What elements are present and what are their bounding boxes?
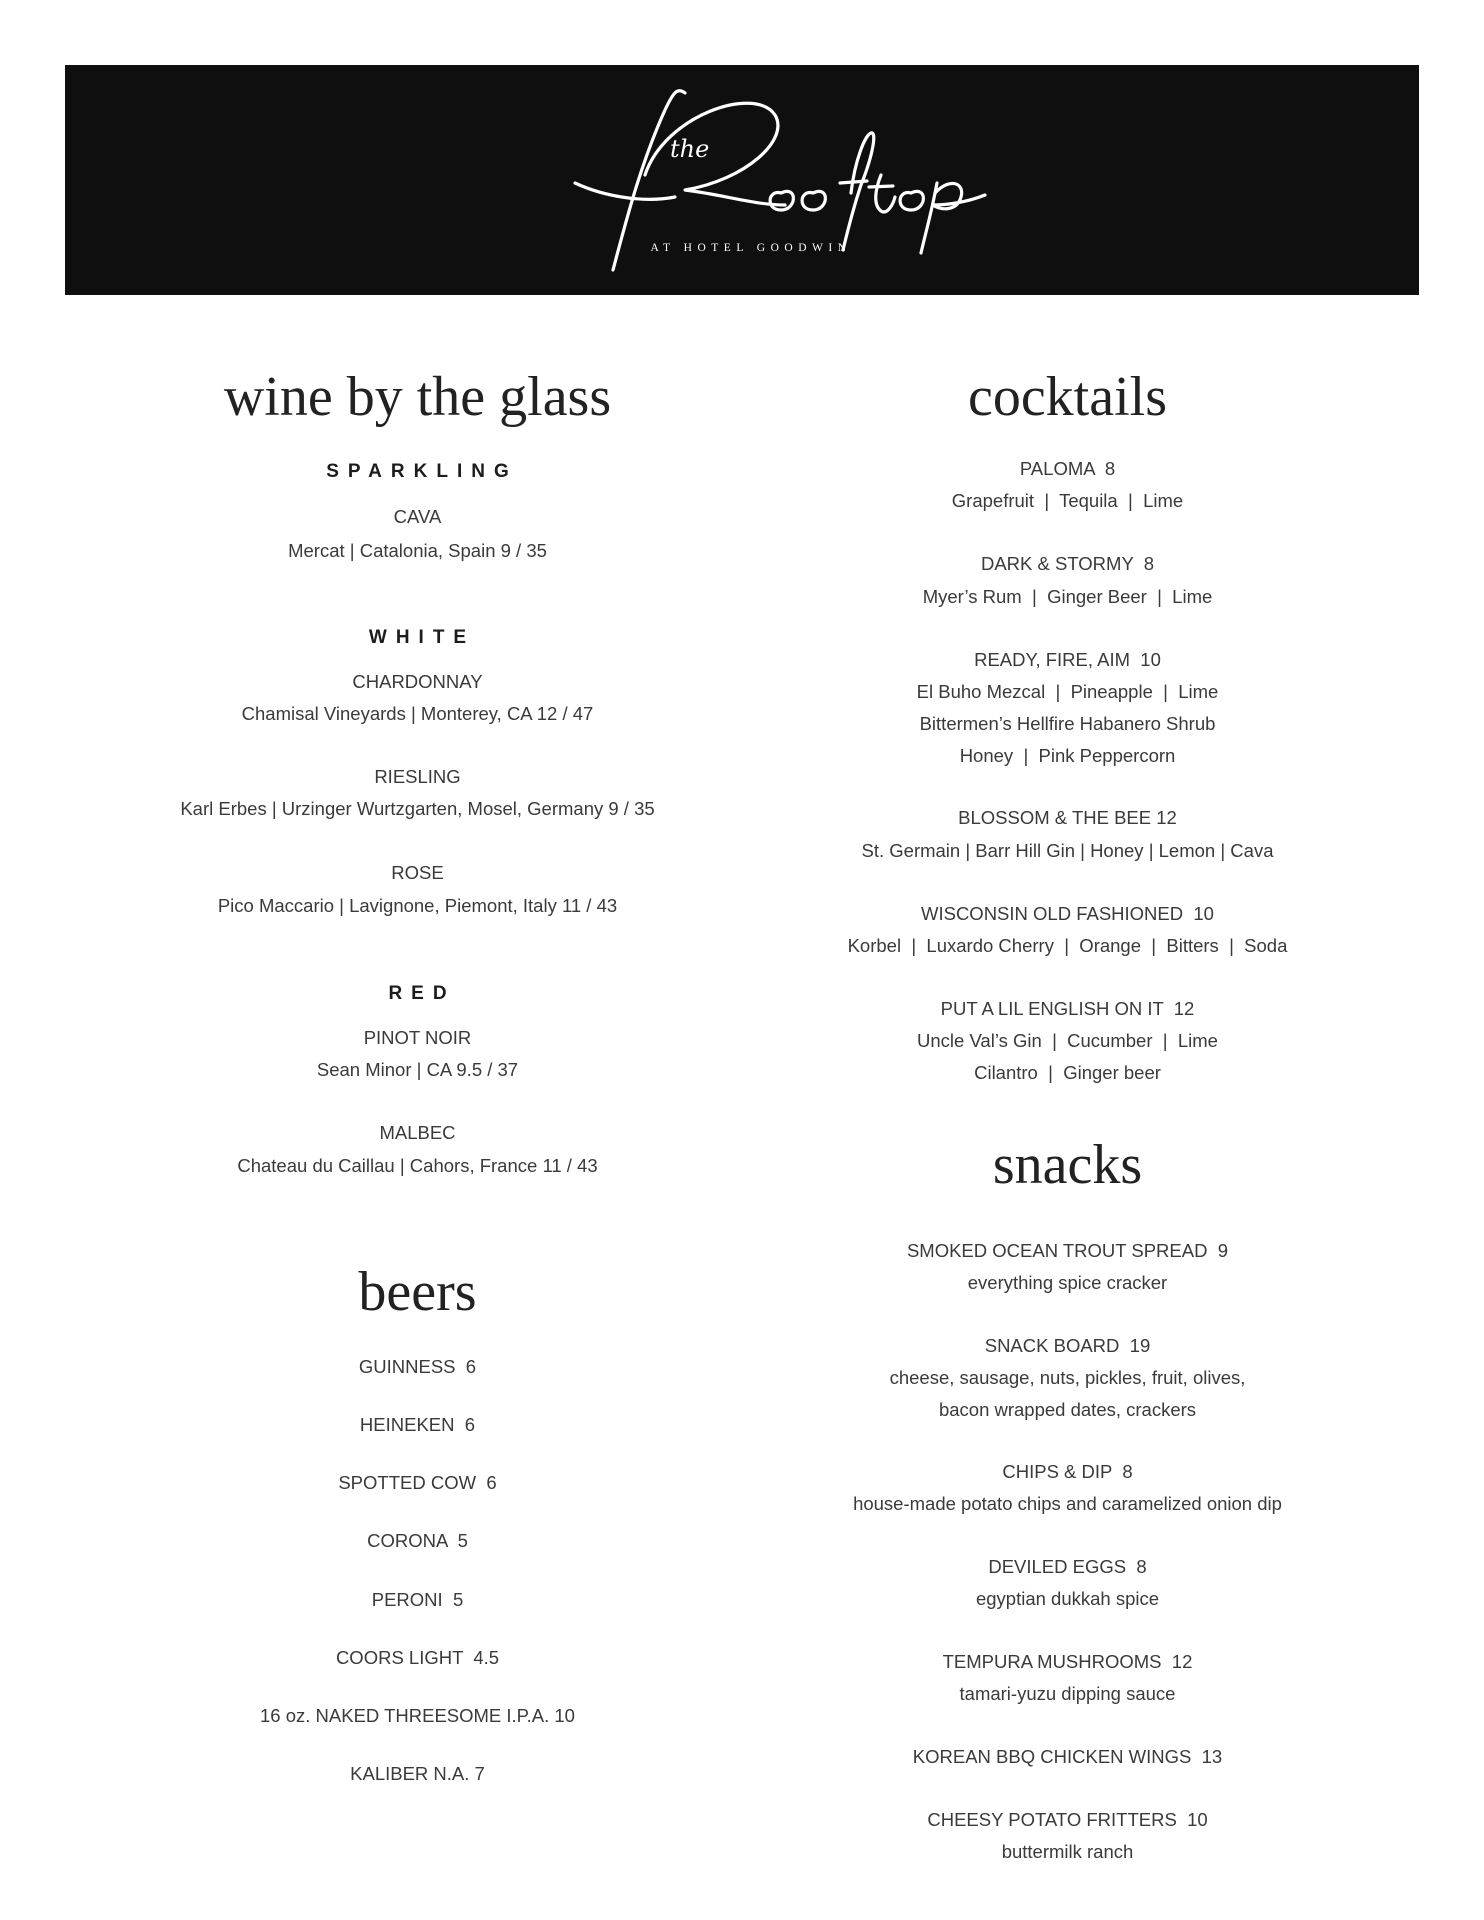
snack-item-detail: house-made potato chips and caramelized onion dip	[853, 1493, 1282, 1514]
wine-item-detail: Chateau du Caillau | Cahors, France 11 / 43	[237, 1155, 598, 1176]
beers-heading: beers	[358, 1261, 477, 1323]
wine-item-name: CAVA	[393, 506, 442, 527]
snack-item-name: TEMPURA MUSHROOMS 12	[942, 1651, 1193, 1672]
beer-item: 16 oz. NAKED THREESOME I.P.A. 10	[260, 1705, 575, 1726]
wine-item-detail: Sean Minor | CA 9.5 / 37	[316, 1059, 519, 1080]
rooftop-logo	[65, 65, 1419, 295]
snack-item-name: KOREAN BBQ CHICKEN WINGS 13	[912, 1746, 1223, 1767]
wine-item-detail: Chamisal Vineyards | Monterey, CA 12 / 47	[241, 703, 594, 724]
wine-item-name: ROSE	[391, 862, 444, 883]
beer-item: CORONA 5	[367, 1530, 468, 1551]
sparkling-subhead: SPARKLING	[326, 461, 518, 482]
cocktail-item-detail: Honey | Pink Peppercorn	[959, 745, 1176, 766]
wine-item-name: PINOT NOIR	[363, 1027, 472, 1048]
cocktail-item-detail: St. Germain | Barr Hill Gin | Honey | Lemon | Cava	[861, 840, 1274, 861]
snack-item-detail: egyptian dukkah spice	[975, 1588, 1160, 1609]
beer-item: HEINEKEN 6	[359, 1414, 476, 1435]
wine-item-name: RIESLING	[374, 766, 461, 787]
snack-item-name: DEVILED EGGS 8	[988, 1556, 1147, 1577]
cocktail-item-detail: Bittermen’s Hellfire Habanero Shrub	[919, 713, 1216, 734]
wine-item-detail: Karl Erbes | Urzinger Wurtzgarten, Mosel, Germany 9 / 35	[180, 798, 655, 819]
red-subhead: RED	[388, 983, 456, 1004]
snack-item-detail: tamari-yuzu dipping sauce	[959, 1683, 1176, 1704]
snack-item-name: CHEESY POTATO FRITTERS 10	[927, 1809, 1208, 1830]
cocktail-item-detail: Grapefruit | Tequila | Lime	[951, 490, 1184, 511]
snack-item-detail: cheese, sausage, nuts, pickles, fruit, olives,	[889, 1367, 1246, 1388]
beer-item: PERONI 5	[371, 1589, 464, 1610]
snack-item-detail: everything spice cracker	[967, 1272, 1168, 1293]
cocktail-item-name: DARK & STORMY 8	[980, 553, 1155, 574]
wine-item-detail: Pico Maccario | Lavignone, Piemont, Italy 11 / 43	[217, 895, 618, 916]
cocktail-item-detail: Korbel | Luxardo Cherry | Orange | Bitters | Soda	[847, 935, 1288, 956]
cocktail-item-detail: Uncle Val’s Gin | Cucumber | Lime	[917, 1030, 1218, 1051]
snack-item-name: CHIPS & DIP 8	[1002, 1461, 1133, 1482]
cocktails-heading: cocktails	[967, 366, 1168, 428]
cocktail-item-name: PALOMA 8	[1019, 458, 1116, 479]
snack-item-name: SNACK BOARD 19	[984, 1335, 1151, 1356]
cocktail-item-detail: Myer’s Rum | Ginger Beer | Lime	[922, 586, 1213, 607]
white-subhead: WHITE	[368, 627, 476, 648]
cocktail-item-name: PUT A LIL ENGLISH ON IT 12	[940, 998, 1195, 1019]
logo-the-text: the	[670, 135, 710, 163]
wine-heading: wine by the glass	[223, 366, 612, 428]
cocktail-item-name: BLOSSOM & THE BEE 12	[958, 807, 1177, 828]
snacks-heading: snacks	[992, 1134, 1143, 1196]
snack-item-detail: bacon wrapped dates, crackers	[938, 1399, 1197, 1420]
snack-item-detail: buttermilk ranch	[1001, 1841, 1134, 1862]
beer-item: SPOTTED COW 6	[338, 1472, 497, 1493]
cocktail-item-detail: El Buho Mezcal | Pineapple | Lime	[916, 681, 1219, 702]
beer-item: GUINNESS 6	[358, 1356, 477, 1377]
cocktail-item-name: READY, FIRE, AIM 10	[974, 649, 1161, 670]
header-banner	[65, 65, 1419, 295]
snack-item-name: SMOKED OCEAN TROUT SPREAD 9	[906, 1240, 1229, 1261]
logo-tagline: AT HOTEL GOODWIN	[650, 242, 852, 254]
wine-item-name: MALBEC	[379, 1122, 456, 1143]
beer-item: COORS LIGHT 4.5	[335, 1647, 500, 1668]
wine-item-detail: Mercat | Catalonia, Spain 9 / 35	[288, 540, 547, 561]
cocktail-item-name: WISCONSIN OLD FASHIONED 10	[921, 903, 1214, 924]
cocktail-item-detail: Cilantro | Ginger beer	[974, 1062, 1161, 1083]
wine-item-name: CHARDONNAY	[352, 671, 483, 692]
beer-item: KALIBER N.A. 7	[350, 1763, 485, 1784]
